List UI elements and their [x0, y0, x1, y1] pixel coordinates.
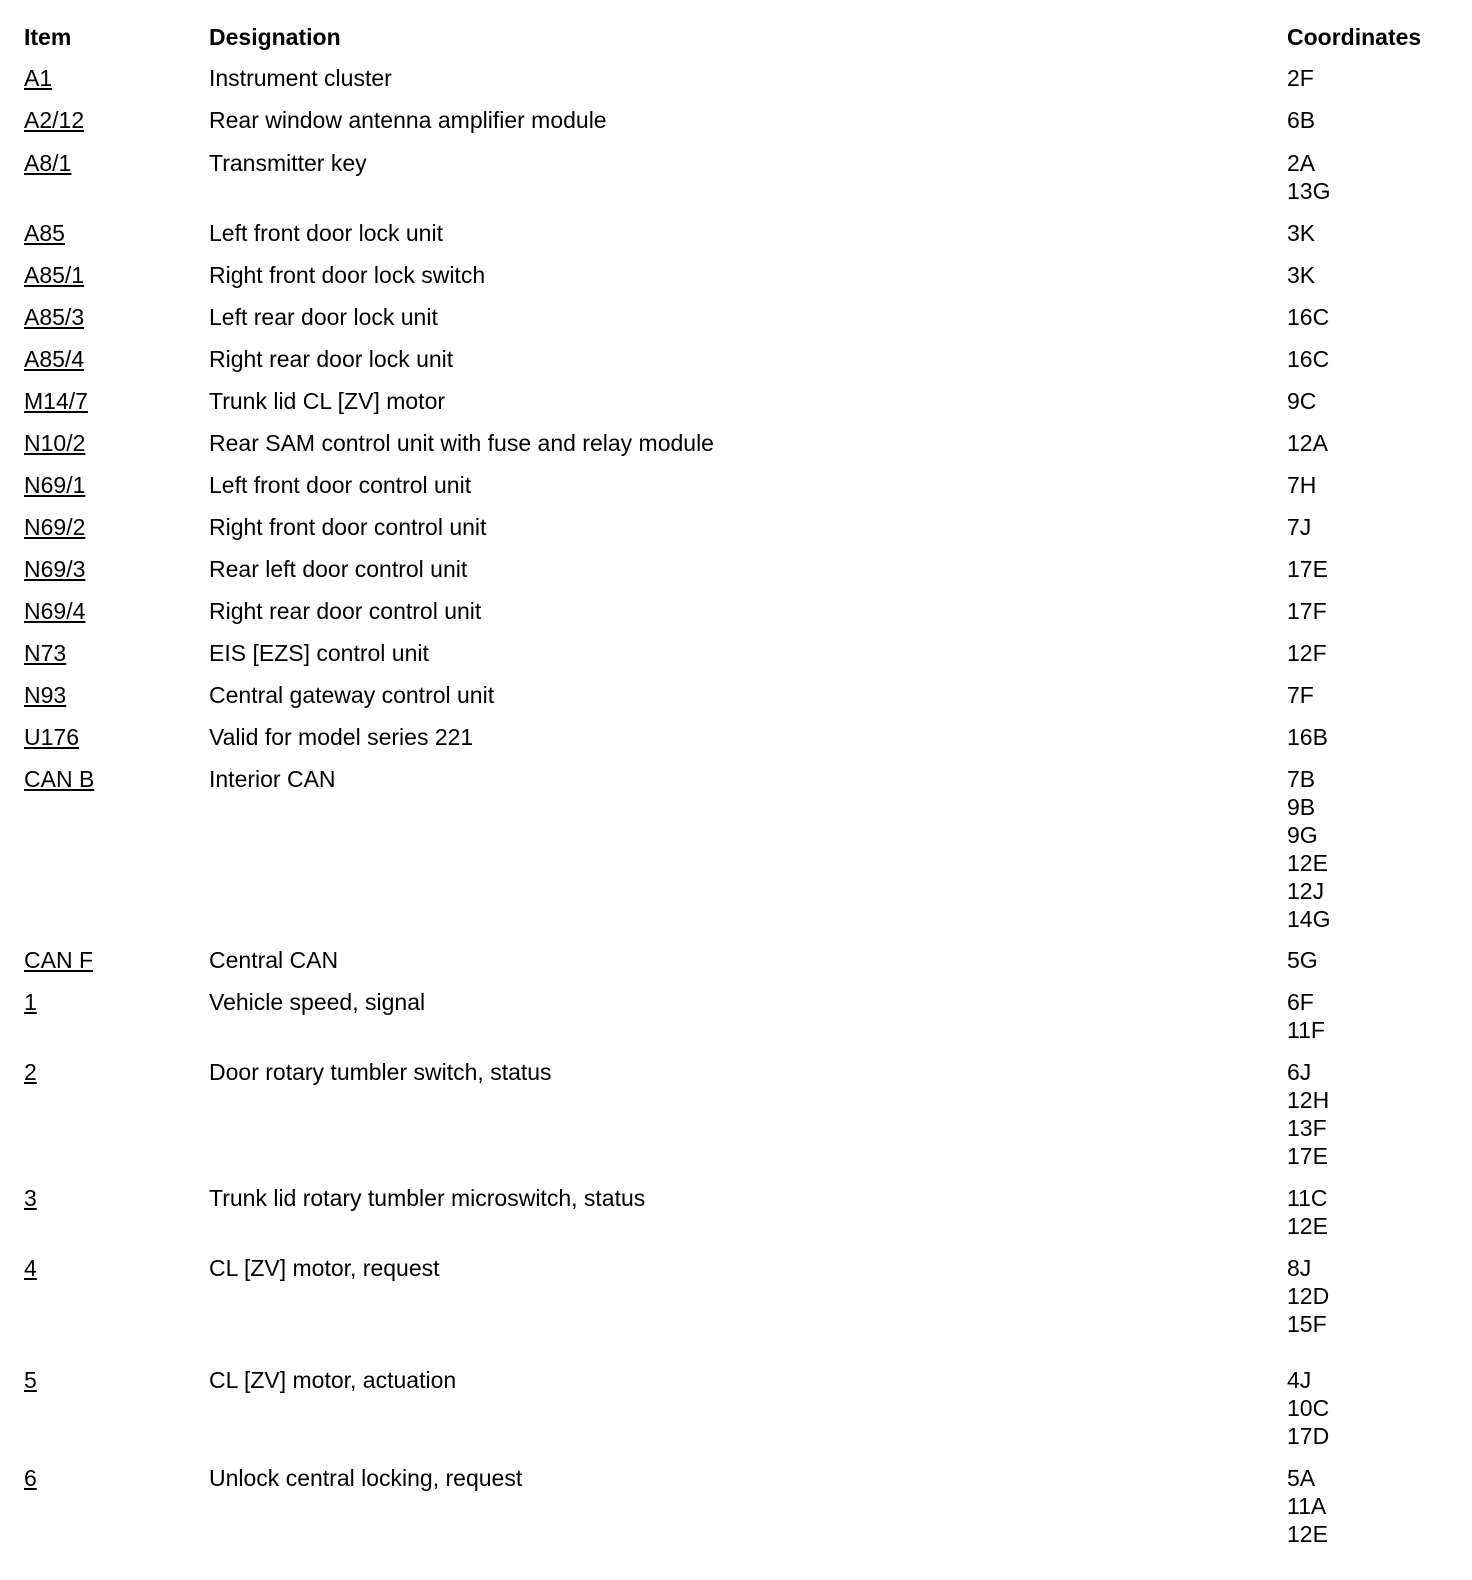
item-link[interactable]: A85/3 — [24, 304, 85, 330]
item-link[interactable]: CAN B — [24, 766, 95, 792]
coordinates-cell — [1287, 387, 1316, 415]
table-row — [0, 64, 1472, 106]
designation-text: Right front door lock switch — [209, 262, 486, 288]
coordinates-cell — [1287, 681, 1314, 709]
coordinates-cell — [1287, 639, 1327, 667]
table-header — [0, 22, 1472, 52]
table-row — [0, 639, 1472, 681]
designation-text: Central gateway control unit — [209, 682, 495, 708]
table-row — [0, 261, 1472, 303]
table-row — [0, 555, 1472, 597]
designation-text: Central CAN — [209, 947, 339, 973]
table-row — [0, 219, 1472, 261]
coordinates-cell — [1287, 106, 1315, 134]
coordinate-value: 6B — [1287, 107, 1316, 133]
coordinate-value: 15F — [1287, 1311, 1327, 1337]
item-link[interactable]: U176 — [24, 724, 79, 750]
item-link[interactable]: A85/4 — [24, 346, 85, 372]
designation-text: Right rear door lock unit — [209, 346, 454, 372]
item-link[interactable]: 6 — [24, 1465, 37, 1491]
designation-text: Rear window antenna amplifier module — [209, 107, 607, 133]
designation-text: Transmitter key — [209, 150, 367, 176]
coordinate-value: 3K — [1287, 262, 1316, 288]
table-row — [0, 681, 1472, 723]
designation-text: Left front door control unit — [209, 472, 472, 498]
item-link[interactable]: N10/2 — [24, 430, 86, 456]
table-row — [0, 597, 1472, 639]
designation-text: CL [ZV] motor, request — [209, 1255, 440, 1281]
item-link[interactable]: 4 — [24, 1255, 37, 1281]
coordinates-cell — [1287, 1058, 1329, 1170]
item-link[interactable]: A85/1 — [24, 262, 85, 288]
header-coordinates: Coordinates — [1287, 24, 1422, 50]
coordinate-value: 2A — [1287, 150, 1316, 176]
table-row — [0, 1184, 1472, 1254]
coordinate-value: 17F — [1287, 598, 1327, 624]
designation-text: CL [ZV] motor, actuation — [209, 1367, 457, 1393]
header-item: Item — [24, 24, 72, 50]
designation-text: Right front door control unit — [209, 514, 487, 540]
coordinate-value: 13F — [1287, 1115, 1327, 1141]
coordinate-value: 12E — [1287, 850, 1328, 876]
table-row — [0, 946, 1472, 988]
item-link[interactable]: 3 — [24, 1185, 37, 1211]
coordinate-value: 8J — [1287, 1255, 1312, 1281]
coordinate-value: 14G — [1287, 906, 1331, 932]
coordinate-value: 11C — [1287, 1185, 1328, 1211]
coordinates-cell — [1287, 471, 1316, 499]
coordinates-cell — [1287, 64, 1314, 92]
coordinate-value: 11A — [1287, 1493, 1327, 1519]
table-row — [0, 106, 1472, 149]
item-link[interactable]: N69/3 — [24, 556, 86, 582]
coordinate-value: 3K — [1287, 220, 1316, 246]
item-link[interactable]: N93 — [24, 682, 67, 708]
coordinates-cell — [1287, 946, 1318, 974]
designation-text: Rear left door control unit — [209, 556, 468, 582]
coordinate-value: 9C — [1287, 388, 1317, 414]
coordinate-value: 12D — [1287, 1283, 1330, 1309]
coordinates-cell — [1287, 345, 1329, 373]
coordinates-cell — [1287, 149, 1330, 205]
designation-text: Trunk lid CL [ZV] motor — [209, 388, 446, 414]
coordinates-cell — [1287, 1366, 1329, 1450]
coordinate-value: 7J — [1287, 514, 1312, 540]
coordinates-cell — [1287, 597, 1327, 625]
table-row — [0, 345, 1472, 387]
designation-text: Trunk lid rotary tumbler microswitch, status — [209, 1185, 646, 1211]
coordinate-value: 17E — [1287, 1143, 1328, 1169]
coordinate-value: 12E — [1287, 1521, 1328, 1547]
coordinate-value: 11F — [1287, 1017, 1325, 1043]
coordinates-cell — [1287, 261, 1315, 289]
item-link[interactable]: A8/1 — [24, 150, 72, 176]
coordinate-value: 6J — [1287, 1059, 1312, 1085]
item-link[interactable]: 2 — [24, 1059, 37, 1085]
coordinates-cell — [1287, 513, 1311, 541]
coordinate-value: 7F — [1287, 682, 1314, 708]
designation-text: Left front door lock unit — [209, 220, 443, 246]
coordinates-cell — [1287, 1184, 1328, 1240]
coordinate-value: 13G — [1287, 178, 1331, 204]
coordinate-value: 12A — [1287, 430, 1328, 456]
coordinate-value: 7B — [1287, 766, 1316, 792]
item-link[interactable]: A1 — [24, 65, 53, 91]
designation-text: Door rotary tumbler switch, status — [209, 1059, 552, 1085]
table-row — [0, 1254, 1472, 1366]
table-row — [0, 1058, 1472, 1184]
table-row — [0, 1366, 1472, 1464]
item-link[interactable]: 5 — [24, 1367, 37, 1393]
designation-text: Unlock central locking, request — [209, 1465, 523, 1491]
item-link[interactable]: N69/4 — [24, 598, 86, 624]
designation-text: Left rear door lock unit — [209, 304, 438, 330]
coordinates-cell — [1287, 1464, 1328, 1548]
coordinate-value: 6F — [1287, 989, 1314, 1015]
coordinates-cell — [1287, 219, 1315, 247]
item-link[interactable]: A2/12 — [24, 107, 85, 133]
coordinates-cell — [1287, 988, 1325, 1044]
designation-text: Interior CAN — [209, 766, 336, 792]
item-link[interactable]: A85 — [24, 220, 65, 246]
designation-text: Valid for model series 221 — [209, 724, 474, 750]
table-row — [0, 429, 1472, 471]
coordinate-value: 16C — [1287, 346, 1330, 372]
coordinate-value: 9B — [1287, 794, 1316, 820]
item-link[interactable]: 1 — [24, 989, 37, 1015]
coordinates-cell — [1287, 303, 1329, 331]
table-row — [0, 387, 1472, 429]
coordinate-value: 2F — [1287, 65, 1314, 91]
coordinate-value: 12E — [1287, 1213, 1328, 1239]
coordinate-value: 9G — [1287, 822, 1318, 848]
designation-text: Right rear door control unit — [209, 598, 482, 624]
coordinate-value: 16C — [1287, 304, 1330, 330]
table-row — [0, 471, 1472, 513]
coordinate-value: 16B — [1287, 724, 1328, 750]
table-row — [0, 723, 1472, 765]
coordinate-value: 17D — [1287, 1423, 1330, 1449]
table-row — [0, 149, 1472, 219]
table-row — [0, 765, 1472, 946]
table-row — [0, 513, 1472, 555]
coordinates-cell — [1287, 429, 1328, 457]
coordinates-cell — [1287, 555, 1328, 583]
table-row — [0, 303, 1472, 345]
coordinate-value: 12F — [1287, 640, 1327, 666]
designation-text: Vehicle speed, signal — [209, 989, 426, 1015]
designation-text: Instrument cluster — [209, 65, 392, 91]
component-table — [0, 64, 1472, 1562]
coordinate-value: 17E — [1287, 556, 1328, 582]
table-row — [0, 988, 1472, 1058]
coordinates-cell — [1287, 765, 1330, 933]
header-designation: Designation — [209, 24, 341, 50]
designation-text: Rear SAM control unit with fuse and relay module — [209, 430, 714, 456]
coordinate-value: 5A — [1287, 1465, 1316, 1491]
coordinate-value: 4J — [1287, 1367, 1312, 1393]
item-link[interactable]: N73 — [24, 640, 67, 666]
coordinate-value: 7H — [1287, 472, 1317, 498]
coordinates-cell — [1287, 723, 1328, 751]
coordinates-cell — [1287, 1254, 1329, 1338]
item-link[interactable]: M14/7 — [24, 388, 88, 414]
designation-text: EIS [EZS] control unit — [209, 640, 429, 666]
coordinate-value: 10C — [1287, 1395, 1330, 1421]
coordinate-value: 5G — [1287, 947, 1318, 973]
coordinate-value: 12H — [1287, 1087, 1330, 1113]
item-link[interactable]: CAN F — [24, 947, 93, 973]
table-row — [0, 1464, 1472, 1562]
item-link[interactable]: N69/2 — [24, 514, 86, 540]
item-link[interactable]: N69/1 — [24, 472, 86, 498]
coordinate-value: 12J — [1287, 878, 1325, 904]
